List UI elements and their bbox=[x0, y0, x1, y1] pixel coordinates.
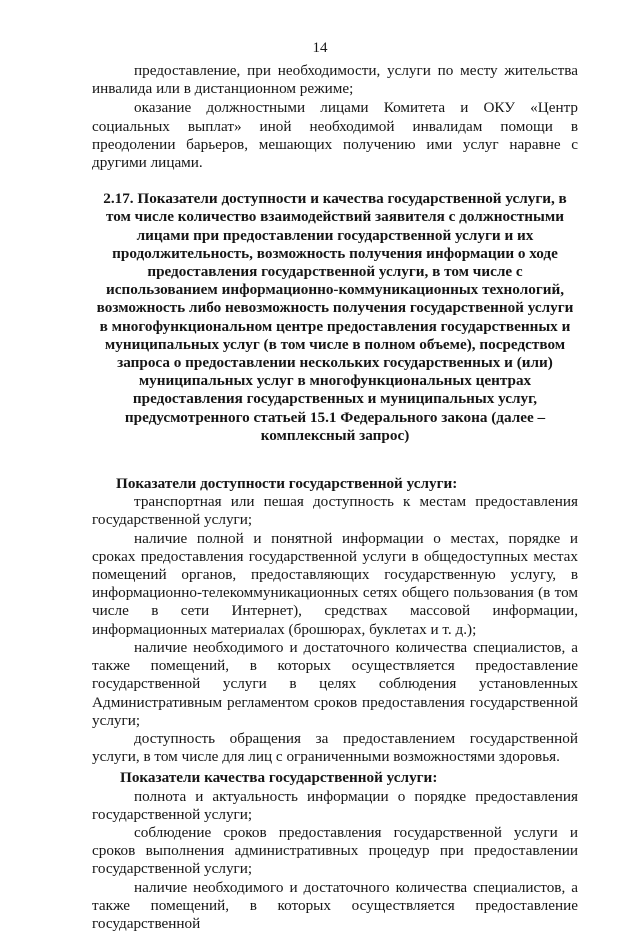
page-number: 14 bbox=[312, 40, 328, 56]
quality-item: соблюдение сроков предоставления государственной услуги и сроков выполнения административных процедур при предоставлении государственной услуги; bbox=[92, 823, 578, 878]
availability-item: наличие полной и понятной информации о местах, порядке и сроках предоставления государственной услуги в общедоступных местах помещений органов, предоставляющих государственную услугу, в информационно-телекоммуникационных сетях общего пользования (в том числе в сети Интернет), средствах массовой информации, информационных материалах (брошюрах, буклетах и т. д.); bbox=[92, 529, 578, 638]
availability-item: доступность обращения за предоставлением государственной услуги, в том числе для лиц с ограниченными возможностями здоровья. bbox=[92, 729, 578, 766]
quality-title: Показатели качества государственной услуги: bbox=[120, 769, 438, 787]
document-body bbox=[92, 62, 578, 933]
availability-item: наличие необходимого и достаточного количества специалистов, а также помещений, в которых осуществляется предоставление государственной услуги в целях соблюдения установленных Административным регламентом сроков предоставления государственной услуги; bbox=[92, 638, 578, 729]
availability-title: Показатели доступности государственной услуги: bbox=[116, 475, 458, 493]
intro-paragraph: оказание должностными лицами Комитета и ОКУ «Центр социальных выплат» иной необходимой инвалидам помощи в преодолении барьеров, мешающих получению ими услуг наравне с другими лицами. bbox=[92, 99, 578, 172]
quality-item: наличие необходимого и достаточного количества специалистов, а также помещений, в которых осуществляется предоставление государственной bbox=[92, 878, 578, 932]
quality-item: полнота и актуальность информации о порядке предоставления государственной услуги; bbox=[92, 787, 578, 823]
section-heading: 2.17. Показатели доступности и качества государственной услуги, в том числе количество взаимодействий заявителя с должностными лицами при предоставлении государственной услуги и их продолжительность, возможность получения информации о ходе предоставления государственной услуги, в том числе с использованием информационно-коммуникационных технологий, возможность либо невозможность получения государственной услуги в многофункциональном центре предоставления государственных и муниципальных услуг (в том числе в полном объеме), посредством запроса о предоставлении нескольких государственных и (или) муниципальных услуг в многофункциональных центрах предоставления государственных и муниципальных услуг, предусмотренного статьей 15.1 Федерального закона (далее – комплексный запрос) bbox=[96, 190, 574, 444]
availability-item: транспортная или пешая доступность к местам предоставления государственной услуги; bbox=[92, 493, 578, 529]
intro-paragraph: предоставление, при необходимости, услуги по месту жительства инвалида или в дистанционном режиме; bbox=[92, 62, 578, 98]
